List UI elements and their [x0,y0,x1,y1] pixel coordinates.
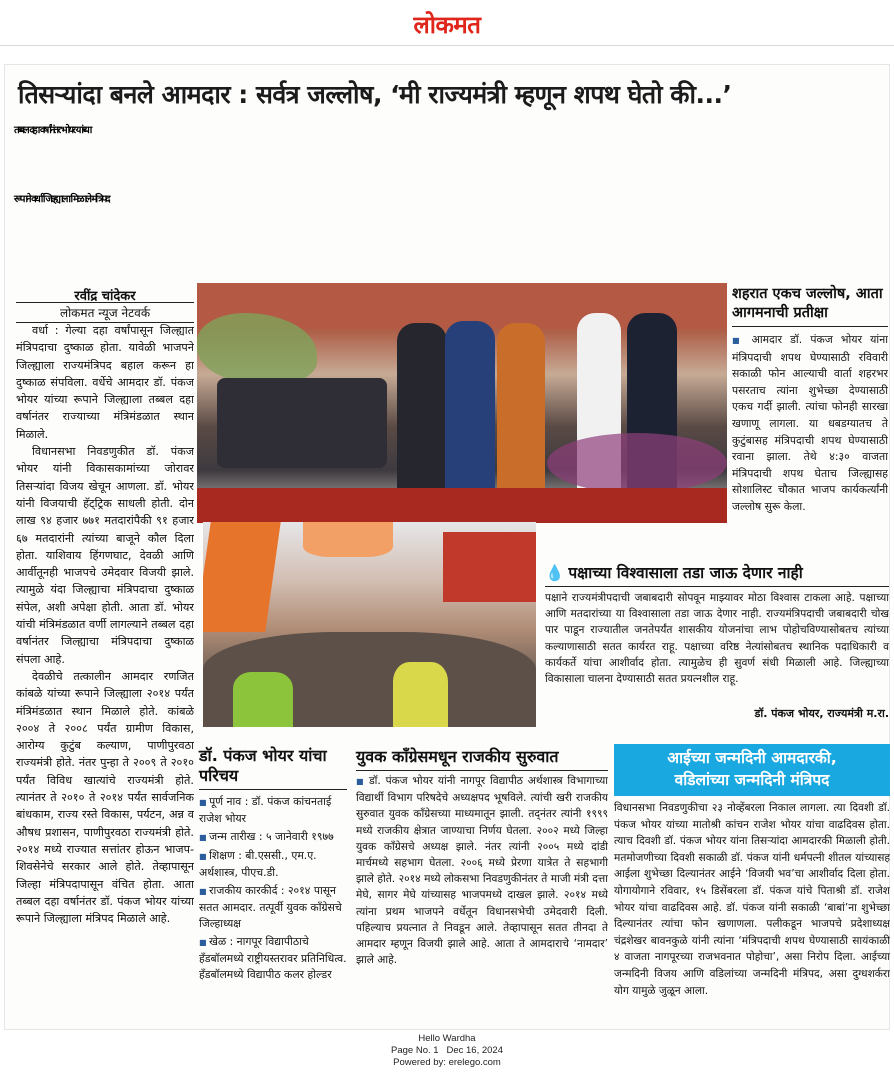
article-paragraph: वर्धा : गेल्या दहा वर्षांपासून जिल्ह्यात मंत्रिपदाचा दुष्काळ होता. यावेळी भाजपने जिल्ह्याला राज्यमंत्रिपद बहाल करून हा दुष्काळ संपविला. वर्धेचे आमदार डॉ. पंकज भोयर यांच्या रूपाने जिल्ह्याला तब्बल दहा वर्षानंतर राज्याच्या मंत्रिमंडळात स्थान मिळाले. [16,324,194,441]
article-paragraph: विधानसभा निवडणुकीत डॉ. पंकज भोयर यांनी विकासकामांच्या जोरावर तिसऱ्यांदा विजय खेचून आणला. डॉ. भोयर यांनी विजयाची हॅट्ट्रिक साधली होती. दोन लाख ९४ हजार ७७१ मतदारांपैकी ९१ हजार ६७ मतदारांनी त्यांच्या बाजूने कौल दिला होता. याशिवाय हिंगणघाट, देवळी आणि आर्वीतूनही भाजपचे उमेदवार विजयी झाले. त्यामुळे यंदा जिल्ह्याचा मंत्रिपदाचा दुष्काळ संपेल, अशी अपेक्षा होती. आता डॉ. भोयर यांची मंत्रिमंडळात वर्णी लागल्याने तब्बल दहा वर्षानंतर जिल्ह्याचा मंत्रिपदाचा दुष्काळ संपला आहे. [16,445,194,666]
trust-heading-text: पक्षाच्या विश्वासाला तडा जाऊ देणार नाही [568,564,803,582]
page-number-date: Page No. 1 Dec 16, 2024 [391,1045,503,1056]
drop-icon: 💧 [545,564,565,582]
trust-body: पक्षाने राज्यमंत्रीपदाची जबाबदारी सोपवून माझ्यावर मोठा विश्वास टाकला आहे. पक्षाच्या आणि मतदारांच्या या विश्वासाला तडा जाऊ देणार नाही. राज्यमंत्रिपदाची जबाबदारी चोख पार पाडून राज्यातील जनतेपर्यंत शासकीय योजनांचा लाभ पोहोचविण्यासोबतच त्यांच्या कल्याणासाठी सतत कार्यरत राहू. पक्षाच्या वरिष्ठ नेत्यांसोबतच स्थानिक पदाधिकारी व कार्यकर्ते यांचा आशीर्वाद होता. त्यामुळेच ही सुवर्ण संधी मिळाली आहे. जिल्ह्याच्या विकासाला चालना देण्यासाठी सतत प्रयत्नशील राहू. [545,592,889,686]
quote-signature: डॉ. पंकज भोयर, राज्यमंत्री म.रा. [754,707,889,720]
profile-item: ■ पूर्ण नाव : डॉ. पंकज कांचनताई राजेश भोयर [199,794,349,827]
masthead [0,0,894,46]
profile-heading: डॉ. पंकज भोयर यांचा परिचय [199,746,347,790]
swearing-in-ceremony-photo [197,283,727,523]
celebration-crowd-photo [203,522,536,727]
trust-heading [545,561,889,587]
profile-item: ■ जन्म तारीख : ५ जानेवारी १९७७ [199,829,349,846]
headline-line-1: तब्बल दहा वर्षांनंतर भोयर यांच्या [14,125,91,136]
page-footer [0,1033,894,1069]
powered-by-link[interactable]: Powered by: erelego.com [393,1057,501,1068]
newspaper-logo[interactable]: लोकमत [413,10,481,39]
birthday-heading-line-1: आईच्या जन्मदिनी आमदारकी, [667,749,837,767]
byline-author: रवींद्र चांदेकर [74,289,136,304]
byline-agency: लोकमत न्यूज नेटवर्क [16,302,194,323]
youth-congress-body: ■ डॉ. पंकज भोयर यांनी नागपूर विद्यापीठ अर्थशास्त्र विभागाच्या विद्यार्थी विभाग परिषदेचे अध्यक्षपद भूषविले. त्यांची खरी राजकीय सुरुवात युवक काँग्रेसच्या माध्यमातून झाली. तद्‌नंतर त्यांनी १९९९ मध्ये राजकीय क्षेत्रात जाण्याचा निर्णय घेतला. २००२ मध्ये जिल्हा युवक काँग्रेसचे अध्यक्ष झाले. नंतर त्यांनी २००५ मध्ये दांडी मार्चमध्ये सहभाग घेतला. २००६ मध्ये प्रेरणा यात्रेत ते सहभागी झाले होते. २०१४ मध्ये लोकसभा निवडणुकीनंतर ते माजी मंत्री दत्ता मेघे, सागर मेघे यांच्यासह भाजपमध्ये दाखल झाले. २०१४ मध्ये त्यांना प्रथम भाजपने वर्धेतून विधानसभेची उमेदवारी दिली. पहिल्याच प्रयत्नात ते निवडून आले. तेव्हापासून सतत तीनदा ते आमदार म्हणून विजयी झाले आहे. आता ते आमदाराचे ‘नामदार’ झाले आहे. [356,773,608,1021]
birthday-heading-line-2: वडिलांच्या जन्मदिनी मंत्रिपद [674,771,830,789]
article-paragraph: देवळीचे तत्कालीन आमदार रणजित कांबळे यांच्या रूपाने जिल्ह्याला २०१४ पर्यंत मंत्रिमंडळात स्थान मिळाले होते. कांबळे २००४ ते २००८ पर्यंत ग्रामीण विकास, आरोग्य कुटुंब कल्याण, पाणीपुरवठा राज्यमंत्री होते. नंतर पुन्हा ते २००९ ते २०१० पर्यंत विविध खात्यांचे राज्यमंत्री होते. त्यानंतर ते २०१० ते २०१४ पर्यंत सार्वजनिक बांधकाम, राज्य रस्ते विकास, पर्यटन, अन्न व औषध प्रशासन, पाणीपुरवठा राज्यमंत्री होते. २०१४ मध्ये राज्यात सत्तांतर होऊन भाजप-शिवसेनेचे सरकार आले होते. तेव्हापासून जिल्हा मंत्रिपदापासून वंचित होता. आता तब्बल दहा वर्षानंतर डॉ. पंकज भोयर यांच्या रूपाने जिल्ह्याला मंत्रिपद मिळाले आहे. [16,669,194,926]
headline-line-2: रूपाने वर्धा जिल्ह्याला मिळाले मंत्रिपद [14,194,109,205]
birthday-body: विधानसभा निवडणुकीचा २३ नोव्हेंबरला निकाल लागला. त्या दिवशी डॉ. पंकज भोयर यांच्या मातोश्री कांचन राजेश भोयर यांचा वाढदिवस होता. त्याच दिवशी डॉ. पंकज भोयर यांना तिसऱ्यांदा आमदारकी मिळाली होती. मतमोजणीच्या दिवशी सकाळी डॉ. पंकज यांनी धर्मपत्नी शीतल यांच्यासह आईला शुभेच्छा दिल्यानंतर आईने ‘विजयी भव’चा आशीर्वाद दिला होता. योगायोगाने रविवार, १५ डिसेंबरला डॉ. पंकज यांचे पिताश्री डॉ. राजेश भोयर यांचा वाढदिवस आहे. डॉ. पंकज यांनी सकाळी ‘बाबां’ना शुभेच्छा दिल्यानंतर त्यांचा फोन खणाणला. पलीकडून भाजपचे प्रदेशाध्यक्ष चंद्रशेखर बावनकुळे यांनी त्यांना ‘मंत्रिपदाची शपथ घेण्यासाठी सायंकाळी ४ वाजता नागपूरच्या राजभवनात पोहोचा’, असा निरोप दिला. आईच्या जन्मदिनी विजय आणि वडिलांच्या जन्मदिनी मंत्रिपद, असा दुग्धशर्करा योग यामुळे जुळून आला. [614,802,890,997]
article-body [16,322,194,1024]
profile-item: ■ शिक्षण : बी.एससी., एम.ए. अर्थशास्त्र, पीएच.डी. [199,848,349,881]
birthday-heading-box [614,744,890,796]
youth-congress-heading: युवक काँग्रेसमधून राजकीय सुरुवात [356,745,608,771]
celebration-heading: शहरात एकच जल्लोष, आता आगमनाची प्रतीक्षा [732,285,888,327]
profile-item: ■ राजकीय कारकीर्द : २०१४ पासून सतत आमदार. तत्पूर्वी युवक काँग्रेसचे जिल्हाध्यक्ष [199,883,349,932]
edition-name: Hello Wardha [418,1033,476,1044]
profile-list [199,794,349,1020]
profile-item: ■ खेळ : नागपूर विद्यापीठाचे हँडबॉलमध्ये राष्ट्रीयस्तरावर प्रतिनिधित्व. हँडबॉलमध्ये विद्यापीठ कलर होल्डर [199,934,349,983]
celebration-body: ■ आमदार डॉ. पंकज भोयर यांना मंत्रिपदाची शपथ घेण्यासाठी रविवारी सकाळी फोन आल्याची वार्ता शहरभर पसरताच त्यांना शुभेच्छा देण्यासाठी एकच गर्दी झाली. त्यांचा फोनही सारखा खणाणू लागला. या धबडग्यातच ते कुटुंबासह मंत्रिपदाची शपथ घेण्यासाठी रवाना झाला. तेथे ४:३० वाजता मंत्रिपदाची शपथ घेताच जिल्ह्यासह सोशालिस्ट चौकात भाजप कार्यकर्त्यांनी जल्लोष सुरू केला. [732,332,888,528]
article-kicker: तिसऱ्यांदा बनले आमदार : सर्वत्र जल्लोष, ‘मी राज्यमंत्री म्हणून शपथ घेतो की...’ [18,80,732,109]
